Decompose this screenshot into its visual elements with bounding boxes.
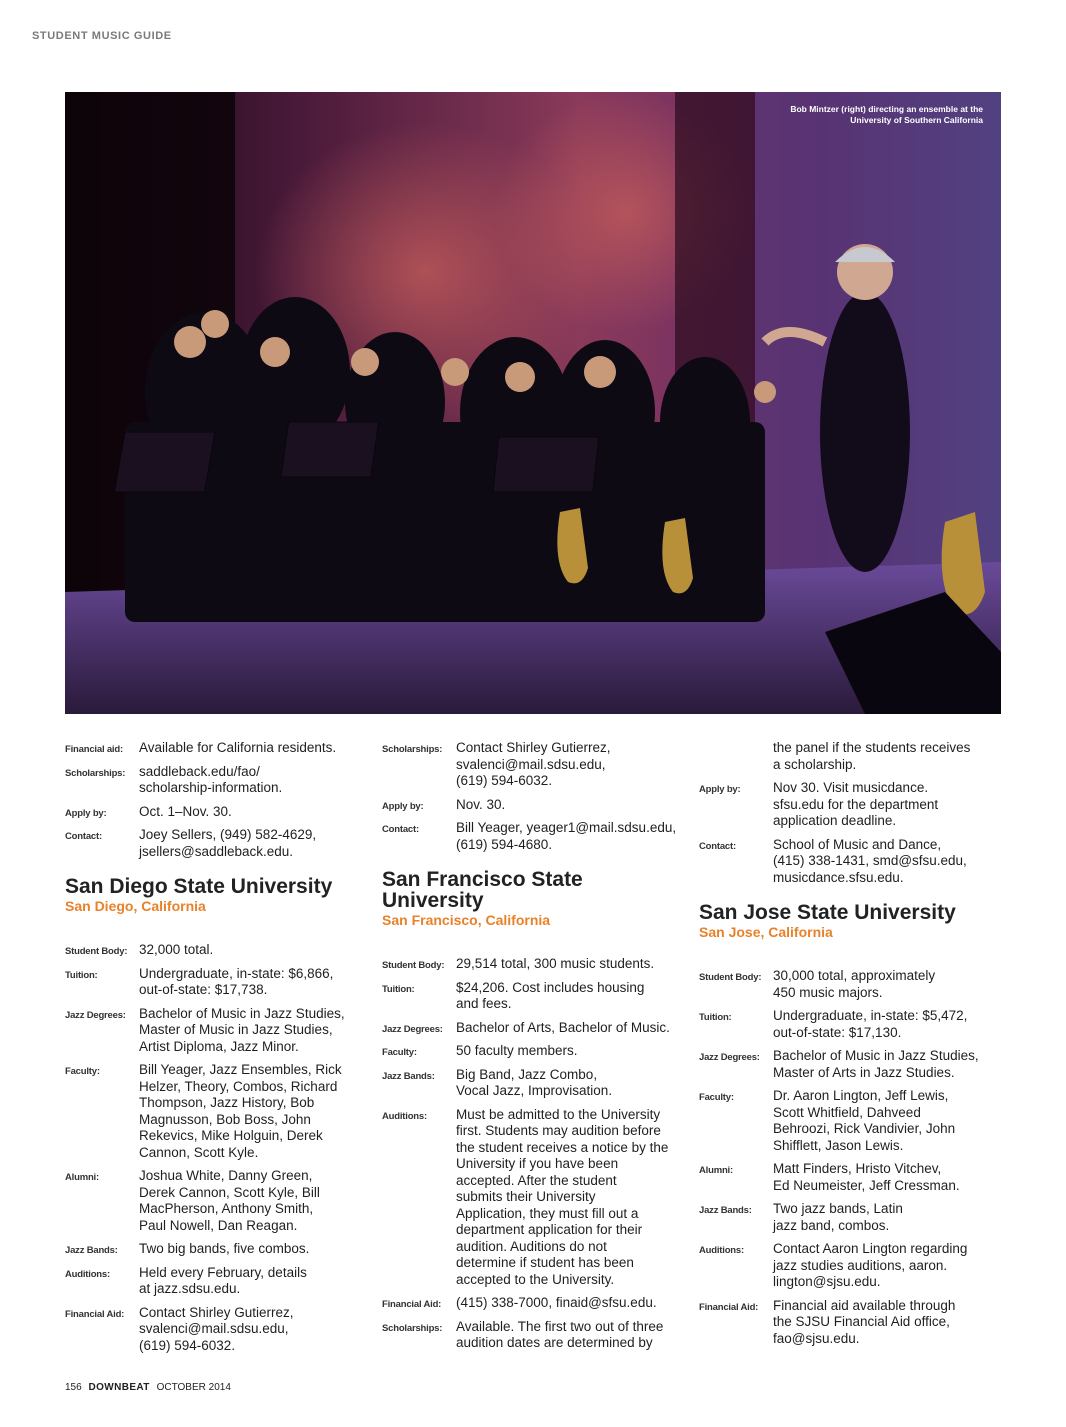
intro-entry [382,820,682,853]
name-line: San Francisco State [382,868,583,891]
column-2 [382,740,682,1359]
field-label: Financial Aid: [382,1299,442,1310]
intro-entry [65,764,365,797]
field-label: Auditions: [699,1245,744,1256]
intro-entry [699,780,999,830]
field-value [773,1088,999,1154]
caption-line: University of Southern California [850,115,983,125]
field-value [456,980,682,1013]
value-line: Shifflett, Jason Lewis. [773,1137,904,1153]
field-entry [382,1043,682,1060]
value-line: audition. Auditions do not [456,1238,607,1254]
value-line: Financial aid available through [773,1297,956,1313]
value-line: Bachelor of Music in Jazz Studies, [773,1048,979,1063]
field-label: Financial Aid: [699,1301,759,1313]
value-line: Nov. 30. [456,796,506,812]
field-value [456,1043,682,1060]
value-line: saddleback.edu/fao/ [139,763,260,779]
page-number: 156 [65,1382,82,1393]
field-entry [699,1161,999,1194]
value-line: (619) 594-4680. [456,836,553,852]
magazine-brand: DOWNBEAT [88,1382,150,1393]
field-entry [699,968,999,1001]
field-value [773,968,999,1001]
value-line: Dr. Aaron Lington, Jeff Lewis, [773,1088,949,1103]
field-entry [65,942,365,959]
university-name [382,869,682,911]
value-line: Magnusson, Bob Boss, John [139,1111,311,1127]
field-value [139,1241,365,1258]
university-heading [65,876,365,914]
field-entry [65,1006,365,1056]
value-line: Two jazz bands, Latin [773,1201,903,1216]
field-value [456,1020,682,1037]
caption-line: Bob Mintzer (right) directing an ensemble at the [790,104,983,114]
field-value [139,1062,365,1161]
field-value [773,1201,999,1234]
value-line: Thompson, Jazz History, Bob [139,1095,315,1110]
field-label: Jazz Bands: [382,1070,435,1082]
field-value [139,1265,365,1298]
university-heading [382,869,682,928]
intro-entry [382,740,682,790]
field-value [139,1006,365,1056]
value-line: Application, they must fill out a [456,1205,639,1221]
value-line: Bill Yeager, yeager1@mail.sdsu.edu, [456,820,677,835]
issue-date: OCTOBER 2014 [156,1382,231,1393]
field-value [456,797,682,814]
value-line: 450 music majors. [773,984,883,1000]
field-label: Jazz Bands: [65,1245,118,1256]
name-line: University [382,889,484,912]
field-label: Alumni: [65,1172,99,1183]
field-label: Apply by: [382,800,424,812]
field-entry [382,1295,682,1312]
value-line: scholarship-information. [139,780,283,795]
field-value [456,1295,682,1312]
field-label: Tuition: [65,969,98,981]
intro-entry [65,740,365,757]
field-value [773,1048,999,1081]
field-value [456,1067,682,1100]
intro-entry [382,797,682,814]
value-line: 50 faculty members. [456,1043,578,1058]
field-entry [382,1067,682,1100]
value-line: Undergraduate, in-state: $6,866, [139,965,334,981]
value-line: jazz studies auditions, aaron. [773,1257,948,1273]
field-entry [65,1265,365,1298]
field-value [773,1298,999,1348]
field-label: Contact: [382,824,419,835]
field-value [139,764,365,797]
value-line: the panel if the students receives [773,740,971,755]
column-1 [65,740,365,1361]
field-label: Jazz Degrees: [382,1023,443,1035]
field-value [456,820,682,853]
value-line: application deadline. [773,813,897,828]
field-value [773,1161,999,1194]
field-label: Financial aid: [65,744,123,755]
value-line: Two big bands, five combos. [139,1241,310,1256]
value-line: fao@sjsu.edu. [773,1330,860,1346]
value-line: Master of Arts in Jazz Studies. [773,1064,955,1080]
field-entry [65,1168,365,1234]
field-value [139,966,365,999]
field-value [456,740,682,790]
field-entry [382,1319,682,1352]
value-line: Ed Neumeister, Jeff Cressman. [773,1177,960,1193]
value-line: department application for their [456,1222,643,1237]
field-label: Auditions: [382,1110,427,1122]
value-line: Joey Sellers, (949) 582-4629, [139,827,317,842]
value-line: and fees. [456,996,512,1011]
value-line: accepted to the University. [456,1271,615,1287]
field-entry [699,1201,999,1234]
field-label: Jazz Degrees: [699,1052,760,1063]
university-name [699,902,999,923]
section-header: STUDENT MUSIC GUIDE [32,30,172,42]
value-line: Helzer, Theory, Combos, Richard [139,1078,338,1094]
value-line: $24,206. Cost includes housing [456,979,645,995]
value-line: Available for California residents. [139,740,337,755]
field-value [773,1008,999,1041]
value-line: out-of-state: $17,738. [139,982,268,997]
value-line: accepted. After the student [456,1172,617,1188]
field-entry [382,980,682,1013]
field-value [139,804,365,821]
value-line: the student receives a notice by the [456,1139,669,1155]
field-entry [699,1241,999,1291]
value-line: MacPherson, Anthony Smith, [139,1201,314,1216]
field-value [139,740,365,757]
field-entry [699,1048,999,1081]
university-location: San Jose, California [699,924,833,940]
value-line: Bachelor of Music in Jazz Studies, [139,1005,345,1021]
field-value [773,1241,999,1291]
value-line: Available. The first two out of three [456,1318,664,1334]
value-line: Bill Yeager, Jazz Ensembles, Rick [139,1062,342,1077]
field-label: Jazz Bands: [699,1205,752,1216]
field-entry [65,1305,365,1355]
field-label: Contact: [699,840,736,852]
field-value [456,956,682,973]
field-entry [65,966,365,999]
value-line: (415) 338-1431, smd@sfsu.edu, [773,853,967,868]
value-line: 32,000 total. [139,942,214,957]
value-line: (619) 594-6032. [456,773,553,788]
intro-entry [65,827,365,860]
field-entry [382,1020,682,1037]
field-value [139,942,365,959]
value-line: audition dates are determined by [456,1335,653,1350]
field-value [456,1107,682,1289]
continued-text [773,740,999,773]
field-label: Faculty: [65,1066,100,1077]
value-line: Contact Shirley Gutierrez, [139,1304,294,1320]
value-line: out-of-state: $17,130. [773,1024,902,1040]
value-line: jazz band, combos. [773,1217,890,1233]
value-line: Behroozi, Rick Vandivier, John [773,1121,956,1136]
field-label: Contact: [65,831,102,842]
field-label: Apply by: [699,784,741,795]
field-label: Tuition: [382,983,415,995]
value-line: Undergraduate, in-state: $5,472, [773,1008,968,1023]
column-3 [699,740,999,1354]
field-entry [65,1241,365,1258]
field-label: Tuition: [699,1012,732,1023]
value-line: jsellers@saddleback.edu. [139,843,294,859]
value-line: a scholarship. [773,756,857,772]
value-line: University if you have been [456,1156,619,1171]
field-label: Student Body: [65,946,128,957]
field-entry [699,1088,999,1154]
value-line: first. Students may audition before [456,1123,661,1138]
field-value [773,780,999,830]
value-line: Cannon, Scott Kyle. [139,1144,259,1160]
name-line: San Diego State University [65,875,333,898]
value-line: Held every February, details [139,1264,307,1280]
field-label: Jazz Degrees: [65,1009,126,1021]
field-value [139,1168,365,1234]
value-line: svalenci@mail.sdsu.edu, [456,756,606,772]
university-location: San Diego, California [65,898,206,914]
value-line: determine if student has been [456,1255,634,1270]
value-line: Rekevics, Mike Holguin, Derek [139,1128,323,1143]
value-line: musicdance.sfsu.edu. [773,869,904,885]
value-line: Artist Diploma, Jazz Minor. [139,1038,299,1054]
field-entry [699,1298,999,1348]
field-value [139,827,365,860]
field-label: Financial Aid: [65,1308,125,1320]
university-heading [699,902,999,940]
value-line: svalenci@mail.sdsu.edu, [139,1321,289,1336]
value-line: lington@sjsu.edu. [773,1274,881,1289]
field-value [456,1319,682,1352]
field-value [773,837,999,887]
university-name [65,876,365,897]
field-label: Apply by: [65,807,107,819]
field-entry [382,1107,682,1289]
field-entry [382,956,682,973]
intro-entry [65,804,365,821]
field-label: Faculty: [382,1047,417,1058]
field-entry [699,1008,999,1041]
value-line: (619) 594-6032. [139,1337,236,1353]
value-line: at jazz.sdsu.edu. [139,1281,241,1296]
value-line: (415) 338-7000, finaid@sfsu.edu. [456,1295,657,1310]
value-line: Paul Nowell, Dan Reagan. [139,1217,298,1233]
value-line: Joshua White, Danny Green, [139,1168,313,1183]
field-label: Faculty: [699,1092,734,1103]
value-line: submits their University [456,1189,596,1204]
field-label: Scholarships: [65,767,126,779]
value-line: Vocal Jazz, Improvisation. [456,1083,613,1098]
name-line: San Jose State University [699,901,956,924]
field-entry [65,1062,365,1161]
value-line: School of Music and Dance, [773,836,942,852]
value-line: 29,514 total, 300 music students. [456,956,655,971]
value-line: Scott Whitfield, Dahveed [773,1104,921,1120]
field-value [139,1305,365,1355]
ensemble-photo [65,92,1001,714]
value-line: 30,000 total, approximately [773,968,936,983]
page-footer [65,1382,231,1393]
value-line: Big Band, Jazz Combo, [456,1066,598,1082]
value-line: Matt Finders, Hristo Vitchev, [773,1161,942,1176]
value-line: Master of Music in Jazz Studies, [139,1022,333,1037]
concert-stage-illustration [65,92,1001,714]
photo-caption [723,104,983,126]
field-label: Student Body: [699,972,762,983]
field-label: Scholarships: [382,744,443,755]
value-line: Contact Shirley Gutierrez, [456,740,611,755]
value-line: the SJSU Financial Aid office, [773,1314,950,1329]
field-label: Alumni: [699,1165,733,1176]
field-label: Auditions: [65,1268,110,1280]
university-location: San Francisco, California [382,912,551,928]
value-line: Oct. 1–Nov. 30. [139,803,232,819]
intro-entry [699,837,999,887]
value-line: Derek Cannon, Scott Kyle, Bill [139,1184,320,1200]
value-line: Nov 30. Visit musicdance. [773,780,929,795]
field-label: Student Body: [382,960,445,971]
value-line: Must be admitted to the University [456,1106,661,1122]
value-line: Bachelor of Arts, Bachelor of Music. [456,1019,670,1035]
field-label: Scholarships: [382,1322,443,1334]
value-line: Contact Aaron Lington regarding [773,1241,968,1256]
value-line: sfsu.edu for the department [773,796,939,812]
